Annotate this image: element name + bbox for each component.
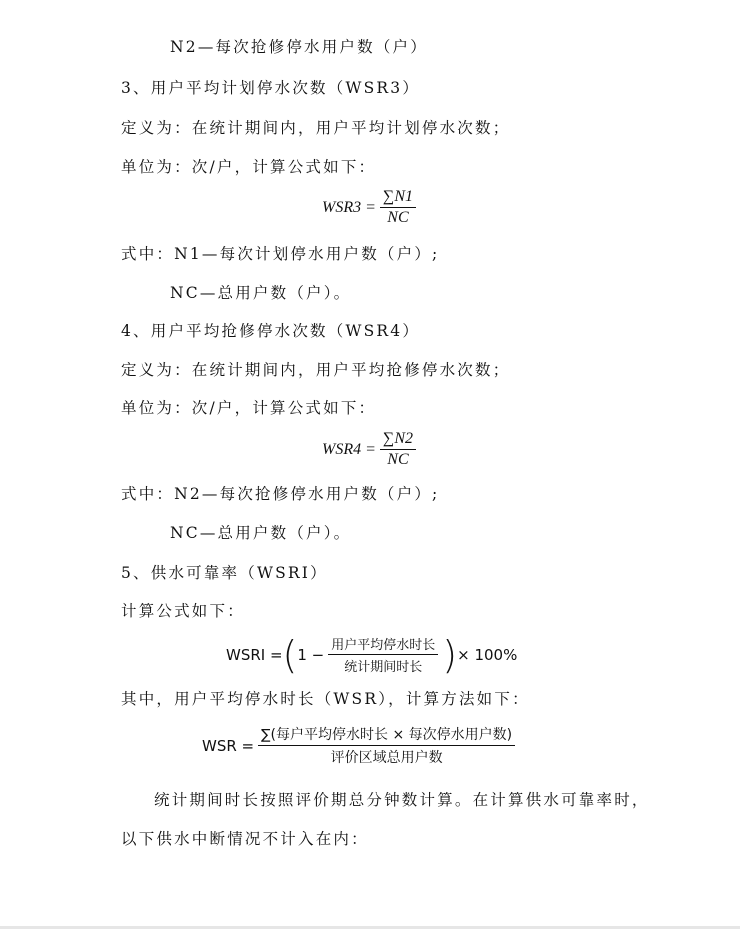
text-line: 统计期间时长按照评价期总分钟数计算。在计算供水可靠率时， xyxy=(154,791,650,809)
formula-lhs: WSR = xyxy=(202,736,255,755)
section-heading: 4、用户平均抢修停水次数（WSR4） xyxy=(121,322,421,340)
text-line: 其中，用户平均停水时长（WSR），计算方法如下： xyxy=(121,690,530,708)
formula-wsri xyxy=(226,634,517,675)
formula-denominator: 统计期间时长 xyxy=(344,660,423,675)
text-line: NC—总用户数（户）。 xyxy=(170,284,352,302)
text-line: 定义为：在统计期间内，用户平均抢修停水次数； xyxy=(121,361,511,379)
formula-lhs: WSR3 = xyxy=(322,198,376,216)
text-line: NC—总用户数（户）。 xyxy=(170,524,352,542)
text-line: 单位为：次/户，计算公式如下： xyxy=(121,399,377,417)
formula-denominator: 评价区域总用户数 xyxy=(330,750,443,766)
formula-wsr4 xyxy=(322,430,420,469)
text-line: 定义为：在统计期间内，用户平均计划停水次数； xyxy=(121,119,511,137)
text-line: 计算公式如下： xyxy=(121,602,245,620)
section-heading: 3、用户平均计划停水次数（WSR3） xyxy=(121,79,421,97)
formula-lhs: WSR4 = xyxy=(322,440,376,458)
formula-lhs: WSRI = xyxy=(226,645,283,664)
formula-numerator: ∑N2 xyxy=(380,430,416,450)
formula-one: 1 − xyxy=(297,645,325,664)
section-heading: 5、供水可靠率（WSRI） xyxy=(121,564,328,582)
formula-numerator: ∑(每户平均停水时长 × 每次停水用户数) xyxy=(258,724,515,746)
text-line: 单位为：次/户，计算公式如下： xyxy=(121,158,377,176)
formula-tail: × 100% xyxy=(457,645,518,664)
right-paren: ) xyxy=(442,632,458,677)
formula-denominator: NC xyxy=(387,209,409,226)
text-line: 以下供水中断情况不计入在内： xyxy=(121,830,369,848)
text-line: 式中：N2—每次抢修停水用户数（户）; xyxy=(121,485,440,503)
formula-wsr xyxy=(202,724,519,767)
text-line: N2—每次抢修停水用户数（户） xyxy=(170,38,428,56)
formula-wsr3 xyxy=(322,188,420,227)
formula-denominator: NC xyxy=(387,451,409,468)
formula-numerator: ∑N1 xyxy=(380,188,416,208)
text-line: 式中：N1—每次计划停水用户数（户）; xyxy=(121,245,440,263)
left-paren: ( xyxy=(282,632,298,677)
formula-numerator: 用户平均停水时长 xyxy=(328,634,438,655)
